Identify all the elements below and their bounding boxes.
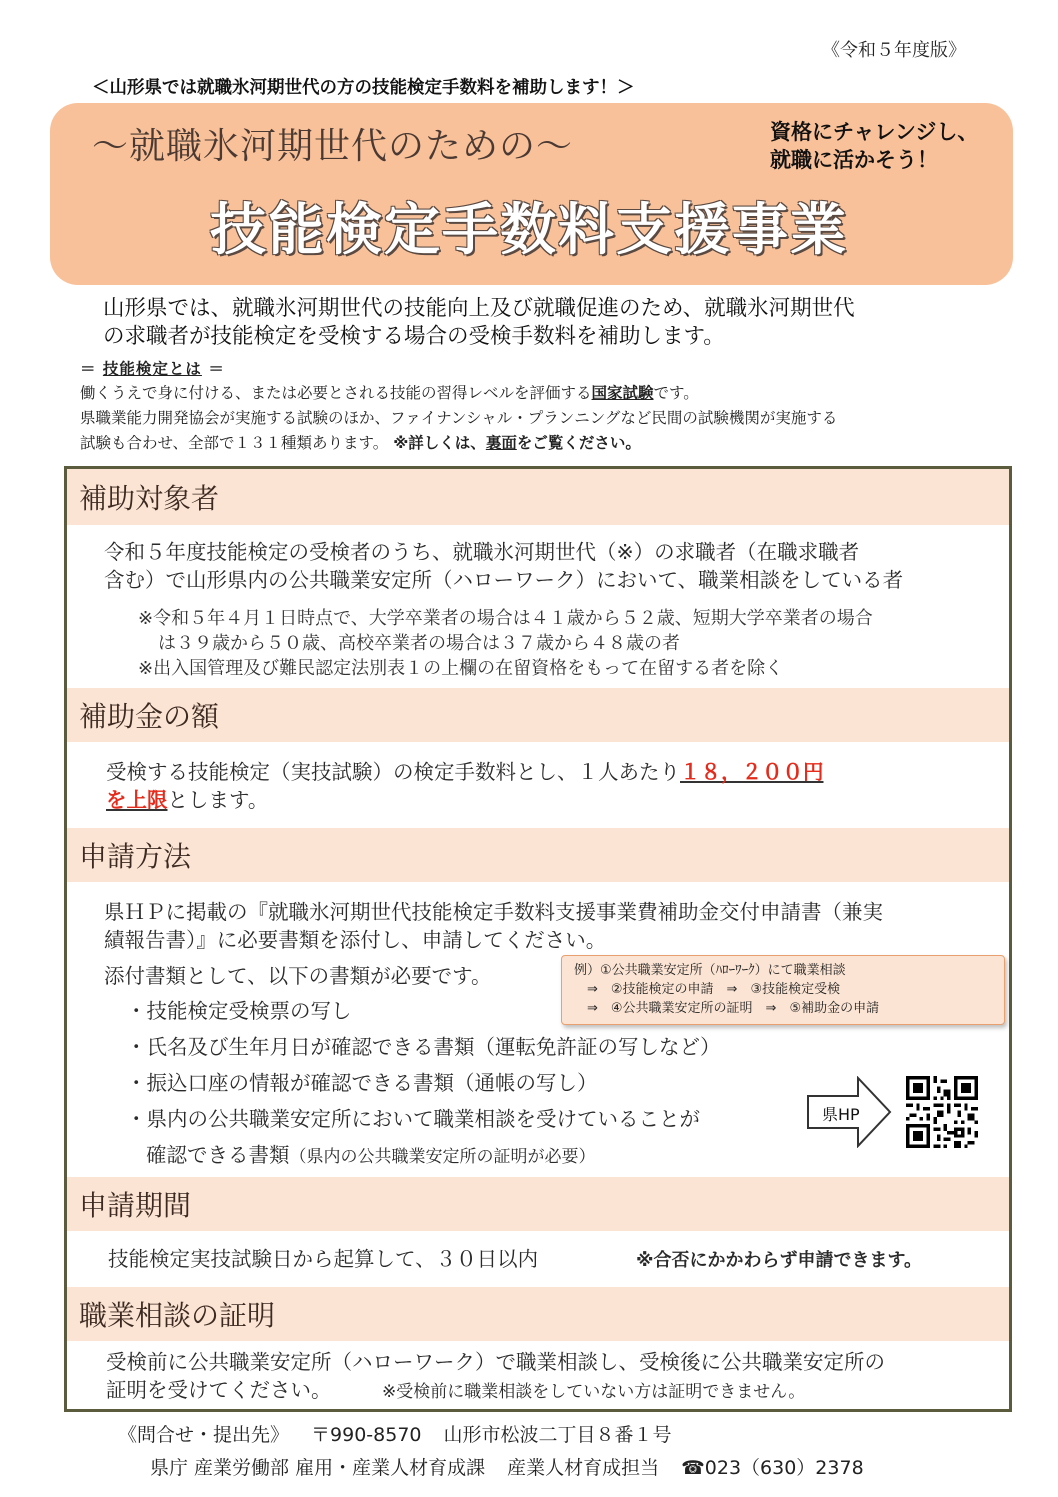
lead-text: ＜山形県では就職氷河期世代の方の技能検定手数料を補助します！＞ xyxy=(92,78,635,98)
target-text-1: 令和５年度技能検定の受検者のうち、就職氷河期世代（※）の求職者（在職求職者 xyxy=(104,540,860,564)
doc-item: ・県内の公共職業安定所において職業相談を受けていることが xyxy=(126,1107,700,1131)
target-note-1: ※令和５年４月１日時点で、大学卒業者の場合は４１歳から５２歳、短期大学卒業者の場合 xyxy=(138,608,873,629)
team-name: 産業人材育成担当 xyxy=(507,1457,660,1479)
subtitle: 〜就職氷河期世代のための〜 xyxy=(92,126,574,167)
example-flow-box xyxy=(561,955,1005,1025)
doc-item: ・振込口座の情報が確認できる書類（通帳の写し） xyxy=(126,1071,598,1095)
doc-item: ・技能検定受検票の写し xyxy=(126,999,352,1023)
method-text-2: 績報告書）』に必要書類を添付し、申請してください。 xyxy=(104,928,607,952)
example-line: ⇒ ④公共職業安定所の証明 ⇒ ⑤補助金の申請 xyxy=(574,1001,880,1016)
footer-contact xyxy=(118,1420,694,1447)
definition-line-3 xyxy=(80,431,1000,456)
example-line: 例）①公共職業安定所（ﾊﾛｰﾜｰｸ）にて職業相談 xyxy=(574,963,846,978)
qr-code-icon[interactable] xyxy=(906,1076,978,1148)
definition-text xyxy=(80,381,1000,456)
amount-value: １８，２００円 xyxy=(680,760,824,784)
definition-line-1a: 働くうえで身に付ける、または必要とされる技能の習得レベルを評価する xyxy=(80,384,592,402)
target-note-3: ※出入国管理及び難民認定法別表１の上欄の在留資格をもって在留する者を除く xyxy=(138,658,784,679)
definition-line-1c: です。 xyxy=(653,384,699,402)
section-amount-heading: 補助金の額 xyxy=(67,688,1009,742)
hp-label: 県HP xyxy=(822,1105,860,1124)
amount-limit-text: を上限 xyxy=(106,788,168,812)
doc-item-last xyxy=(146,1141,596,1171)
definition-line-3a: 試験も合わせ、全部で１３１種類あります。 xyxy=(80,434,394,452)
phone-number: ☎023（630）2378 xyxy=(681,1457,864,1479)
target-text-2: 含む）で山形県内の公共職業安定所（ハローワーク）において、職業相談をしている者 xyxy=(104,568,904,592)
proof-text-1: 受検前に公共職業安定所（ハローワーク）で職業相談し、受検後に公共職業安定所の xyxy=(106,1350,885,1374)
postal-code: 〒990-8570 xyxy=(311,1424,422,1446)
definition-head-suffix: ＝ xyxy=(201,360,225,378)
proof-text-2: 証明を受けてください。 xyxy=(106,1378,332,1402)
section-target-heading: 補助対象者 xyxy=(67,469,1009,525)
national-exam-text: 国家試験 xyxy=(591,384,654,402)
section-proof-heading: 職業相談の証明 xyxy=(67,1287,1009,1341)
definition-head-label: 技能検定とは xyxy=(102,360,202,378)
period-text: 技能検定実技試験日から起算して、３０日以内 xyxy=(108,1247,539,1271)
doc-item: ・氏名及び生年月日が確認できる書類（運転免許証の写しなど） xyxy=(126,1035,721,1059)
amount-line-1 xyxy=(106,758,824,786)
amount-text-1: 受検する技能検定（実技試験）の検定手数料とし、１人あたり xyxy=(106,760,680,784)
definition-line-1 xyxy=(80,381,1000,406)
amount-text-3: とします。 xyxy=(167,788,269,812)
proof-note: ※受検前に職業相談をしていない方は証明できません。 xyxy=(382,1382,806,1402)
docs-intro: 添付書類として、以下の書類が必要です。 xyxy=(104,964,492,988)
tagline: 資格にチャレンジし、 就職に活かそう！ xyxy=(770,120,979,172)
definition-head-prefix: ＝ xyxy=(80,360,103,378)
back-page-text: 裏面 xyxy=(485,434,517,452)
org-name: 県庁 産業労働部 雇用・産業人材育成課 xyxy=(150,1457,486,1479)
definition-line-3d: をご覧ください。 xyxy=(516,434,641,452)
contact-label: 《問合せ・提出先》 xyxy=(118,1424,290,1446)
intro-text: 山形県では、就職氷河期世代の技能向上及び就職促進のため、就職氷河期世代 の求職者が技能検定を受検する場合の受検手数料を補助します。 xyxy=(103,296,855,349)
definition-line-2: 県職業能力開発協会が実施する試験のほか、ファイナンシャル・プランニングなど民間の試験機関が実施する xyxy=(80,409,838,427)
section-period-heading: 申請期間 xyxy=(67,1177,1009,1231)
definition-heading xyxy=(80,357,225,379)
section-method-heading: 申請方法 xyxy=(67,828,1009,882)
period-note: ※合否にかかわらず申請できます。 xyxy=(636,1250,923,1271)
page-title: 技能検定手数料支援事業 xyxy=(210,198,848,263)
doc-item-last-text: 確認できる書類 xyxy=(146,1143,290,1167)
doc-item-last-note: （県内の公共職業安定所の証明が必要） xyxy=(289,1147,596,1167)
definition-line-3b: ※詳しくは、 xyxy=(393,434,486,452)
method-text-1: 県ＨＰに掲載の『就職氷河期世代技能検定手数料支援事業費補助金交付申請書（兼実 xyxy=(104,900,883,924)
edition-label: 《令和５年度版》 xyxy=(822,40,966,61)
example-line: ⇒ ②技能検定の申請 ⇒ ③技能検定受検 xyxy=(574,982,841,997)
address: 山形市松波二丁目８番１号 xyxy=(443,1424,672,1446)
footer-org xyxy=(150,1453,886,1480)
target-note-2: は３９歳から５０歳、高校卒業者の場合は３７歳から４８歳の者 xyxy=(158,633,680,654)
amount-line-2 xyxy=(106,786,268,814)
